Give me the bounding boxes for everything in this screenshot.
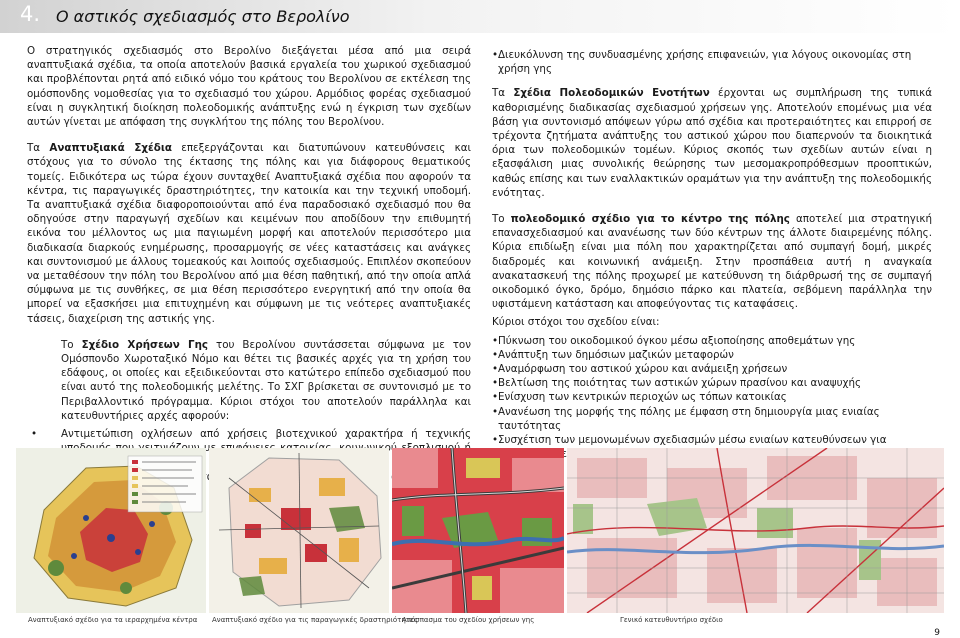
section-number: 4. [20,2,41,26]
term-development-plans: Αναπτυξιακά Σχέδια [49,142,172,155]
term-city-center-plan: πολεοδομικό σχέδιο για το κέντρο της πόλης [510,213,790,226]
city-center-goals-list [492,334,932,462]
map-caption-masterplan: Γενικό κατευθυντήριο σχέδιο [620,616,723,624]
term-urban-units: Σχέδια Πολεοδομικών Ενοτήτων [513,87,710,100]
left-column [27,44,471,498]
map-caption-landuse: Απόσπασμα του σχεδίου χρήσεων γης [402,616,535,624]
term-land-use-plan: Σχέδιο Χρήσεων Γης [81,338,209,351]
list-item: • Συσχέτιση των μεμονωμένων σχεδιασμών μέσω ενιαίων κατευθύνσεων για [492,433,932,461]
list-item: • Ενίσχυση των κεντρικών περιοχών ως τόπων κατοικίας [492,390,932,404]
list-item: • Πύκνωση του οικοδομικού όγκου μέσω αξιοποίησης αποθεμάτων γης [492,334,932,348]
paragraph-development-plans: Τα Αναπτυξιακά Σχέδια επεξεργάζονται και διατυπώνουν κατευθύνσεις και στόχους για το σύνολο της έκτασης της πόλης και για διάφορους θεματικούς τομείς. Ειδικότερα ως τώρα έχουν συνταχθεί Αναπτυξιακά σχέδια που αφορούν τα κέντρα, τις παραγωγικές δραστηριότητες, την κατοικία και την τεχνική υποδομή. Τα αναπτυξιακά σχέδια διαφοροποιούνται από ένα παραδοσιακό σχεδιασμό που θα οδηγούσε στην παραγωγή σχεδίων και κειμένων που αποδίδουν την επιθυμητή εικόνα του μέλλοντος ως μια παγιωμένη μορφή και αποτελούν περισσότερο μια διαδικασία διαρκούς ενημέρωσης, προσαρμογής σε νέες καταστάσεις και ανάγκες και συντονισμού με άλλους τομεακούς και λοιπούς σχεδιασμούς. Επιπλέον σκοπεύουν να μεταθέσουν την πόλη του Βερολίνου από μια θέση παθητική, από την οποία απλά σύμφωνα με τις συνθήκες, σε μια θέση περισσότερο ενεργητική από την οποία θα μπορεί να εξασκήσει μια επιτυχημένη και σύμφωνη με τις νεότερες αναπτυξιακές τάσεις, διαχείριση της αστικής γης. [27,142,471,325]
list-item: • Ανανέωση της μορφής της πόλης με έμφαση στη δημιουργία μιας ενιαίας ταυτότητας [492,405,932,433]
map-centers-image [16,448,206,613]
map-production-image [209,448,389,613]
goals-intro: Κύριοι στόχοι του σχεδίου είναι: [492,316,660,329]
map-caption-centers: Αναπτυξιακό σχέδιο για τα ιεραρχημένα κέντρα [28,616,198,624]
list-item: • Ανάπτυξη των δημόσιων μαζικών μεταφορών [492,348,932,362]
list-item: • Διευκόλυνση της συνδυασμένης χρήσης επιφανειών, για λόγους οικονομίας στη χρήση γης [492,48,932,76]
page-number: 9 [934,628,940,638]
list-item: • Αναμόρφωση του αστικού χώρου και ανάμειξη χρήσεων [492,362,932,376]
paragraph-city-center-plan: Το πολεοδομικό σχέδιο για το κέντρο της πόλης αποτελεί μια στρατηγική επανασχεδιασμού και ανανέωσης των δύο κέντρων της άλλοτε διαιρεμένης πόλης. Κύρια επιδίωξη είναι μια πόλη που χαρακτηρίζεται από συμπαγή δομή, μικρές διαδρομές και κοινωνική ανάμειξη. Στην προσπάθεια αυτή η αναγκαία ανακατασκευή της πόλης προχωρεί με κατεύθυνση τη διάρθρωσή της σε συμπαγή οικοδομικό όγκο, δρόμο, δημόσιο πάρκο και πλατεία, σεβόμενη παράλληλα την υφιστάμενη κατάσταση και αποφεύγοντας τις καταφάσεις. [492,213,932,311]
list-item: • Αντιμετώπιση οχλήσεων από χρήσεις βιοτεχνικού χαρακτήρα ή τεχνικής [27,427,471,470]
page-title: Ο αστικός σχεδιασμός στο Βερολίνο [56,7,350,26]
list-item: • Βελτίωση της ποιότητας των αστικών χώρων πρασίνου και αναψυχής [492,376,932,390]
right-column [492,48,932,461]
map-caption-production: Αναπτυξιακό σχέδιο για τις παραγωγικές δραστηριότητες [212,616,418,624]
map-masterplan-image [567,448,944,613]
paragraph-urban-units: Τα Σχέδια Πολεοδομικών Ενοτήτων έρχονται ως συμπλήρωση της τυπικά καθορισμένης διαδικασίας σχεδιασμού χρήσεων γης. Αποτελούν επομένως μια νέα βάση για συντονισμό απόψεων γύρω από σχέδια και προτεραιότητες και επιρροή σε τρέχοντα ζητήματα ανάπτυξης του αστικού χώρου που διαπερνούν τα διοικητικά όρια των πολεοδομικών τομέων. Κύριος σκοπός των σχεδίων αυτών είναι η εξασφάλιση μιας συνολικής θεώρησης των μεσομακροπρόθεσμων προοπτικών, καθώς επίσης και των εναλλακτικών οραμάτων για την ανάπτυξη της πολεοδομικής ενότητας. [492,87,932,199]
paragraph-land-use-plan: Το Σχέδιο Χρήσεων Γης του Βερολίνου συντάσσεται σύμφωνα με τον Ομόσπονδο Χωροταξικό Νόμο και θέτει τις βασικές αρχές για τη χρήση του εδάφους, οι οποίες και εξειδικεύονται στο κατώτερο επίπεδο σχεδιασμού που είναι αυτό της πολεοδομικής μελέτης. Το ΣΧΓ βρίσκεται σε συντονισμό με το Περιβαλλοντικό πρόγραμμα. Κύριοι στόχοι του αποτελούν παράλληλα και κατευθυντήριες αρχές αφορούν: [61,338,471,422]
map-strip [16,448,944,613]
header-bar [0,0,960,33]
continued-goals-list [492,48,932,76]
map-landuse-image [392,448,564,613]
paragraph-strategic-planning: Ο στρατηγικός σχεδιασμός στο Βερολίνο διεξάγεται μέσα από μια σειρά αναπτυξιακά σχέδια, τα οποία αποτελούν βασικά εργαλεία του χωρικού σχεδιασμού και προβλέπονται ρητά από ειδικό νόμο του κράτους του Βερολίνου σε εκτέλεση της ομόσπονδης νομοθεσίας για το σχεδιασμό του χώρου. Αρμόδιος φορέας σχεδιασμού είναι η συγκλητική διοίκηση πολεοδομικής ανάπτυξης ενώ η έγκριση των σχεδίων αυτών γίνεται με απόφαση της συγκλήτου της πόλης του Βερολίνου. [27,45,471,129]
